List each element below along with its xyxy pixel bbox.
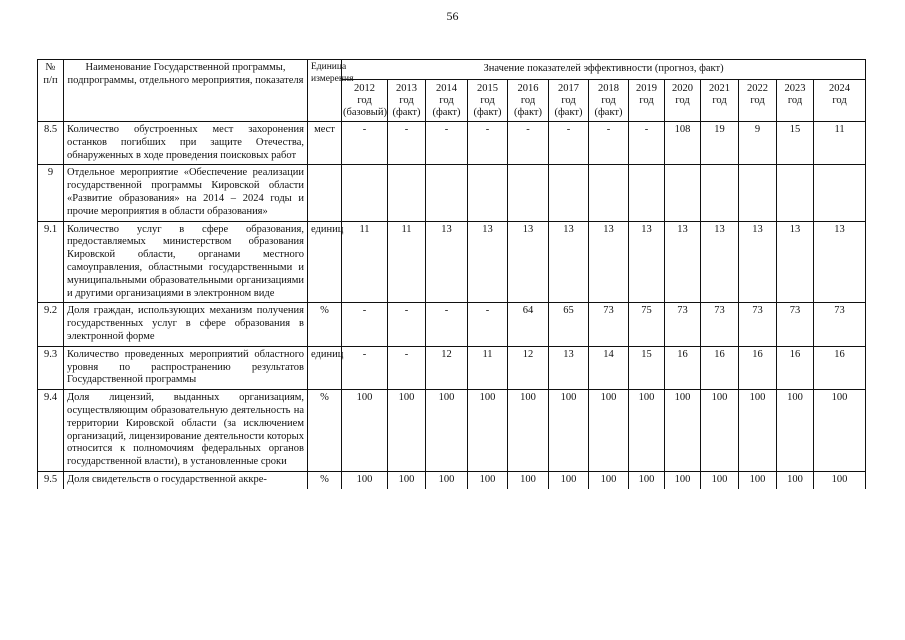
value-cell: 100 xyxy=(777,471,814,488)
value-cell: 13 xyxy=(468,221,508,303)
row-number: 9.5 xyxy=(38,471,64,488)
value-cell: - xyxy=(342,121,388,164)
row-number: 9.2 xyxy=(38,303,64,346)
header-year-year: 2022 xyxy=(747,82,768,94)
header-year-word: год xyxy=(439,94,454,106)
value-cell: 100 xyxy=(388,390,426,472)
header-year-note: (факт) xyxy=(554,106,583,118)
header-year-word: год xyxy=(399,94,414,106)
header-year-word: год xyxy=(675,94,690,106)
value-cell: 16 xyxy=(739,346,777,389)
header-year-note: (факт) xyxy=(594,106,623,118)
value-cell: 100 xyxy=(342,471,388,488)
header-year-year: 2018 xyxy=(598,82,619,94)
header-year-note: (факт) xyxy=(473,106,502,118)
value-cell: 13 xyxy=(426,221,468,303)
value-cell: 100 xyxy=(701,471,739,488)
header-year-note: (базовый) xyxy=(343,106,387,118)
value-cell: 13 xyxy=(701,221,739,303)
value-cell xyxy=(342,165,388,221)
header-num: № п/п xyxy=(38,60,64,122)
header-year-2015 xyxy=(468,79,508,121)
value-cell xyxy=(739,165,777,221)
value-cell: 12 xyxy=(508,346,549,389)
value-cell: 73 xyxy=(589,303,629,346)
value-cell: 13 xyxy=(629,221,665,303)
value-cell: 100 xyxy=(665,471,701,488)
header-year-word: год xyxy=(639,94,654,106)
value-cell: - xyxy=(388,303,426,346)
header-year-note: (факт) xyxy=(513,106,542,118)
header-year-2018 xyxy=(589,79,629,121)
value-cell: 15 xyxy=(629,346,665,389)
row-number: 9 xyxy=(38,165,64,221)
value-cell: 13 xyxy=(549,346,589,389)
value-cell: 100 xyxy=(426,390,468,472)
table-row xyxy=(38,221,866,303)
header-year-2013 xyxy=(388,79,426,121)
row-number: 9.3 xyxy=(38,346,64,389)
header-year-word: год xyxy=(750,94,765,106)
value-cell: 73 xyxy=(701,303,739,346)
header-year-year: 2024 xyxy=(829,82,851,94)
value-cell: - xyxy=(629,121,665,164)
header-year-year: 2017 xyxy=(558,82,579,94)
value-cell: 73 xyxy=(739,303,777,346)
value-cell: 100 xyxy=(629,390,665,472)
row-unit: мест xyxy=(308,121,342,164)
value-cell: 100 xyxy=(665,390,701,472)
value-cell: - xyxy=(426,121,468,164)
value-cell: 19 xyxy=(701,121,739,164)
value-cell: 100 xyxy=(814,471,866,488)
value-cell: 100 xyxy=(426,471,468,488)
value-cell: 14 xyxy=(589,346,629,389)
value-cell: 100 xyxy=(549,471,589,488)
value-cell: 100 xyxy=(589,471,629,488)
row-name: Количество услуг в сфере образования, предоставляемых министерством образования Кировской области, органами местного самоуправления, областными государственными и муниципальными образовательными организациями и другими организациями в электронном виде xyxy=(64,221,308,303)
value-cell: - xyxy=(342,303,388,346)
value-cell xyxy=(665,165,701,221)
value-cell: 11 xyxy=(814,121,866,164)
value-cell: 100 xyxy=(468,471,508,488)
header-year-note: (факт) xyxy=(432,106,461,118)
value-cell: 16 xyxy=(777,346,814,389)
table-row xyxy=(38,390,866,472)
value-cell: 100 xyxy=(342,390,388,472)
header-year-2022 xyxy=(739,79,777,121)
value-cell: 11 xyxy=(388,221,426,303)
value-cell: 12 xyxy=(426,346,468,389)
value-cell: 11 xyxy=(342,221,388,303)
header-year-2024 xyxy=(814,79,866,121)
row-number: 9.1 xyxy=(38,221,64,303)
header-year-word: год xyxy=(832,94,847,106)
header-year-year: 2013 xyxy=(396,82,417,94)
value-cell: 65 xyxy=(549,303,589,346)
header-year-year: 2015 xyxy=(477,82,498,94)
row-unit: % xyxy=(308,471,342,488)
header-values: Значение показателей эффективности (прогноз, факт) xyxy=(342,60,866,80)
value-cell: 13 xyxy=(508,221,549,303)
value-cell: - xyxy=(426,303,468,346)
value-cell xyxy=(629,165,665,221)
page-number: 56 xyxy=(446,9,459,23)
value-cell: 16 xyxy=(701,346,739,389)
value-cell xyxy=(814,165,866,221)
table-row xyxy=(38,303,866,346)
value-cell: 16 xyxy=(665,346,701,389)
value-cell: 100 xyxy=(468,390,508,472)
value-cell: - xyxy=(589,121,629,164)
table-row xyxy=(38,346,866,389)
header-year-year: 2020 xyxy=(672,82,693,94)
header-year-word: год xyxy=(601,94,616,106)
header-year-word: год xyxy=(712,94,727,106)
value-cell: 108 xyxy=(665,121,701,164)
value-cell: - xyxy=(508,121,549,164)
value-cell: 13 xyxy=(665,221,701,303)
value-cell: - xyxy=(468,303,508,346)
row-number: 9.4 xyxy=(38,390,64,472)
value-cell: 13 xyxy=(814,221,866,303)
value-cell xyxy=(589,165,629,221)
row-number: 8.5 xyxy=(38,121,64,164)
value-cell: 100 xyxy=(701,390,739,472)
table-row xyxy=(38,471,866,488)
value-cell: 73 xyxy=(777,303,814,346)
value-cell: 100 xyxy=(589,390,629,472)
value-cell: 16 xyxy=(814,346,866,389)
indicators-table xyxy=(37,59,866,489)
value-cell: 73 xyxy=(665,303,701,346)
header-name: Наименование Государственной программы, подпрограммы, отдельного мероприятия, показателя xyxy=(64,60,308,122)
table-row xyxy=(38,121,866,164)
header-year-year: 2012 xyxy=(354,82,375,94)
header-year-year: 2014 xyxy=(436,82,457,94)
header-year-word: год xyxy=(520,94,536,106)
row-name: Доля свидетельств о государственной аккре- xyxy=(64,471,308,488)
header-year-2017 xyxy=(549,79,589,121)
row-name: Отдельное мероприятие «Обеспечение реализации государственной программы Кировской области «Развитие образования» на 2014 – 2024 годы и прочие мероприятия в области образования» xyxy=(64,165,308,221)
value-cell: 13 xyxy=(589,221,629,303)
value-cell: 64 xyxy=(508,303,549,346)
header-year-note: (факт) xyxy=(392,106,421,118)
header-year-word: год xyxy=(787,94,803,106)
header-row-top xyxy=(38,60,866,80)
value-cell: 100 xyxy=(739,471,777,488)
header-year-year: 2023 xyxy=(784,82,806,94)
row-unit: % xyxy=(308,303,342,346)
header-year-year: 2019 xyxy=(636,82,657,94)
header-unit: Единица измерения xyxy=(308,60,342,122)
header-year-year: 2021 xyxy=(709,82,730,94)
value-cell: 13 xyxy=(739,221,777,303)
header-year-2023 xyxy=(777,79,814,121)
value-cell: 75 xyxy=(629,303,665,346)
header-year-2020 xyxy=(665,79,701,121)
row-unit: % xyxy=(308,390,342,472)
header-year-2014 xyxy=(426,79,468,121)
header-year-word: год xyxy=(480,94,495,106)
value-cell xyxy=(777,165,814,221)
value-cell xyxy=(388,165,426,221)
value-cell: 13 xyxy=(777,221,814,303)
value-cell: 100 xyxy=(777,390,814,472)
value-cell: 100 xyxy=(388,471,426,488)
value-cell xyxy=(549,165,589,221)
value-cell: 13 xyxy=(549,221,589,303)
header-year-year: 2016 xyxy=(517,82,539,94)
value-cell: 9 xyxy=(739,121,777,164)
value-cell: - xyxy=(388,346,426,389)
row-unit: единиц xyxy=(308,221,342,303)
table-body xyxy=(38,121,866,488)
row-unit: единиц xyxy=(308,346,342,389)
row-name: Количество проведенных мероприятий областного уровня по распространению результатов Государственной программы xyxy=(64,346,308,389)
value-cell xyxy=(508,165,549,221)
row-name: Количество обустроенных мест захоронения останков погибших при защите Отечества, обнаруженных в ходе проведения поисковых работ xyxy=(64,121,308,164)
value-cell xyxy=(701,165,739,221)
table-row xyxy=(38,165,866,221)
value-cell: - xyxy=(388,121,426,164)
row-name: Доля лицензий, выданных организациям, осуществляющим образовательную деятельность на территории Кировской области (за исключением организаций, лицензирование деятельности которых относится к полномочиям федеральных органов государственной власти), в установленные сроки xyxy=(64,390,308,472)
header-year-2019 xyxy=(629,79,665,121)
header-year-word: год xyxy=(357,94,372,106)
header-year-2021 xyxy=(701,79,739,121)
header-year-2012 xyxy=(342,79,388,121)
header-year-2016 xyxy=(508,79,549,121)
value-cell: - xyxy=(468,121,508,164)
value-cell: 15 xyxy=(777,121,814,164)
header-year-word: год xyxy=(561,94,576,106)
value-cell: - xyxy=(342,346,388,389)
row-unit xyxy=(308,165,342,221)
value-cell: 100 xyxy=(739,390,777,472)
value-cell: - xyxy=(549,121,589,164)
value-cell: 100 xyxy=(508,471,549,488)
row-name: Доля граждан, использующих механизм получения государственных услуг в сфере образования в электронной форме xyxy=(64,303,308,346)
value-cell xyxy=(468,165,508,221)
value-cell: 100 xyxy=(508,390,549,472)
value-cell: 100 xyxy=(549,390,589,472)
value-cell xyxy=(426,165,468,221)
value-cell: 100 xyxy=(814,390,866,472)
value-cell: 100 xyxy=(629,471,665,488)
value-cell: 11 xyxy=(468,346,508,389)
value-cell: 73 xyxy=(814,303,866,346)
